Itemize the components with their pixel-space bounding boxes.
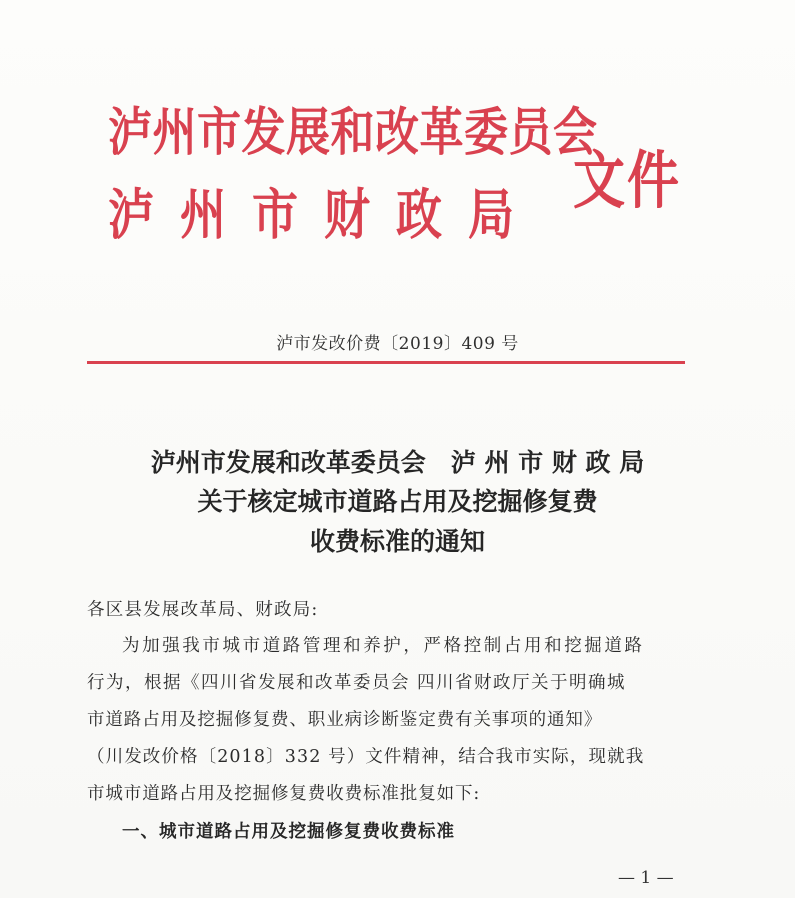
body-line: 市道路占用及挖掘修复费、职业病诊断鉴定费有关事项的通知》 bbox=[87, 710, 603, 730]
title-line-3: 收费标准的通知 bbox=[309, 527, 485, 556]
document-number: 泸市发改价费〔2019〕409 号 bbox=[276, 334, 519, 354]
title-line-1: 泸州市发展和改革委员会 泸 州 市 财 政 局 bbox=[150, 448, 645, 477]
body-line: 市城市道路占用及挖掘修复费收费标准批复如下: bbox=[87, 784, 481, 804]
issuing-org-1: 泸州市发展和改革委员会 bbox=[108, 102, 598, 164]
body-line: 为加强我市城市道路管理和养护，严格控制占用和挖掘道路 bbox=[122, 636, 645, 656]
salutation: 各区县发展改革局、财政局: bbox=[87, 600, 319, 620]
section-heading: 一、城市道路占用及挖掘修复费收费标准 bbox=[122, 822, 455, 842]
document-label: 文件 bbox=[573, 144, 682, 218]
page-number: — 1 — bbox=[618, 868, 674, 888]
body-line: （川发改价格〔2018〕332 号）文件精神，结合我市实际，现就我 bbox=[87, 747, 645, 767]
body-line: 行为，根据《四川省发展和改革委员会 四川省财政厅关于明确城 bbox=[87, 673, 627, 693]
header-divider bbox=[87, 361, 685, 364]
issuing-org-2: 泸州市财政局 bbox=[108, 182, 540, 247]
title-line-2: 关于核定城市道路占用及挖掘修复费 bbox=[197, 487, 598, 516]
